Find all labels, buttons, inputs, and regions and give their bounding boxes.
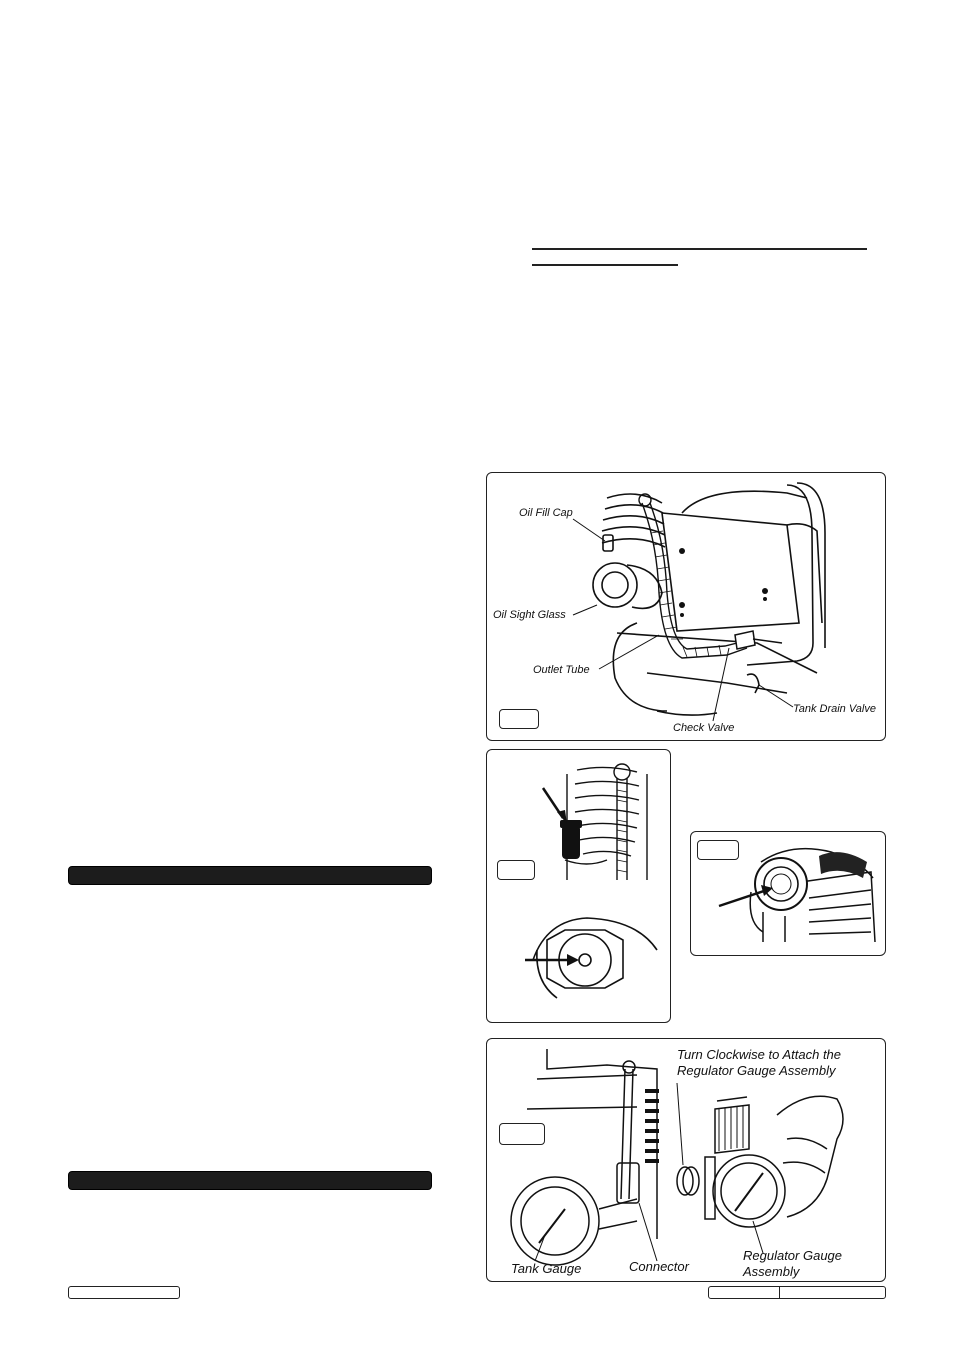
label-tank-gauge: Tank Gauge bbox=[511, 1261, 582, 1276]
footer-issue-box bbox=[708, 1286, 886, 1299]
label-regulator-gauge-assembly: Regulator Gauge Assembly bbox=[743, 1248, 843, 1279]
figure-3-panel bbox=[690, 831, 886, 956]
section-heading-bar-1 bbox=[68, 866, 432, 885]
label-oil-sight-glass: Oil Sight Glass bbox=[493, 609, 566, 621]
label-turn-clockwise-instruction: Turn Clockwise to Attach the Regulator Gauge Assembly bbox=[677, 1047, 842, 1078]
section-heading-bar-2 bbox=[68, 1171, 432, 1190]
figure-1-panel bbox=[486, 472, 886, 741]
figure-2-number-tag bbox=[497, 860, 535, 880]
header-rule-long bbox=[532, 248, 867, 250]
figure-2-panel bbox=[486, 749, 671, 1023]
figure-4-panel bbox=[486, 1038, 886, 1282]
figure-4-number-tag bbox=[499, 1123, 545, 1145]
label-oil-fill-cap: Oil Fill Cap bbox=[519, 507, 573, 519]
footer-model-box bbox=[68, 1286, 180, 1299]
label-outlet-tube: Outlet Tube bbox=[533, 664, 590, 676]
oil-cap-and-sight-glass-illustration bbox=[487, 750, 670, 1022]
label-connector: Connector bbox=[629, 1259, 689, 1274]
figure-3-number-tag bbox=[697, 840, 739, 860]
figure-1-number-tag bbox=[499, 709, 539, 729]
header-rule-short bbox=[532, 264, 678, 266]
footer-issue-divider bbox=[779, 1287, 780, 1298]
label-tank-drain-valve: Tank Drain Valve bbox=[793, 703, 876, 715]
label-check-valve: Check Valve bbox=[673, 722, 735, 734]
